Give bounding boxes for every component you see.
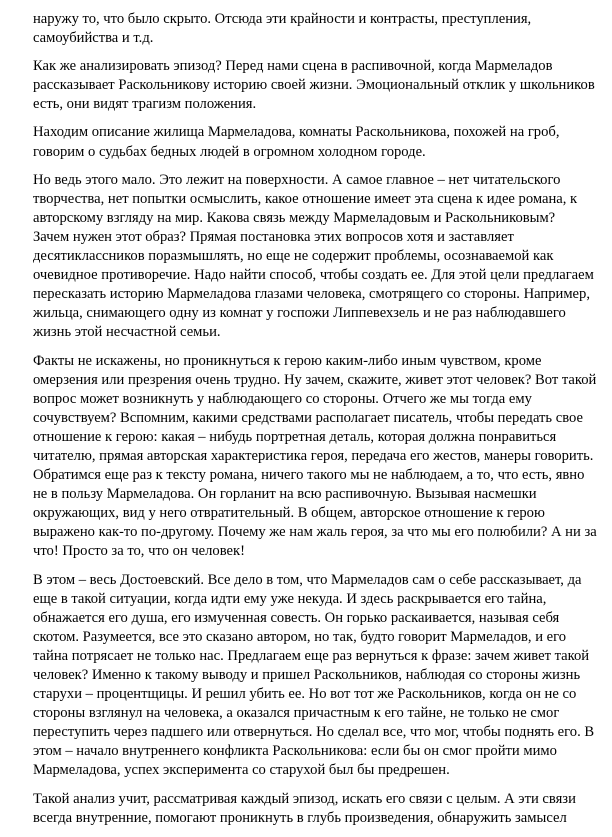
text-line: рассказывает Раскольникову историю своей жизни. Эмоциональный отклик у школьников	[33, 77, 595, 94]
paragraph	[33, 57, 595, 114]
text-line: пересказать историю Мармеладова глазами человека, смотрящего со стороны. Например,	[33, 286, 590, 303]
text-line: выражено как-то по-другому. Почему же нам жаль героя, за что мы его полюбили? А ни за	[33, 524, 597, 541]
text-line: Обратимся еще раз к тексту романа, ничего такого мы не наблюдаем, а то, что есть, явно	[33, 467, 585, 484]
paragraph	[33, 352, 597, 562]
text-line: жизнь этой несчастной семьи.	[33, 324, 221, 341]
text-line: Факты не искажены, но проникнуться к герою каким-либо иным чувством, кроме	[33, 352, 542, 369]
text-line: тайна потрясает не только нас. Предлагаем еще раз вернуться к фразе: зачем живет такой	[33, 647, 590, 664]
text-line: Мармеладова, успех эксперимента со старухой был бы предрешен.	[33, 762, 450, 779]
text-line: Такой анализ учит, рассматривая каждый эпизод, искать его связи с целым. А эти связи	[33, 790, 576, 807]
text-line: окружающих, вид у него отвратительный. В общем, авторское отношение к герою	[33, 505, 545, 522]
text-line: омерзения или презрения очень трудно. Ну зачем, скажите, живет этот человек? Вот такой	[33, 371, 597, 388]
text-line: старухи – процентщицы. И решил убить ее. Но вот тот же Раскольников, когда он не со	[33, 686, 577, 703]
document-body	[33, 10, 597, 837]
text-line: переступить через падшего или отвернуться. Но сделал все, что мог, чтобы поднять его. В	[33, 724, 595, 741]
text-line: сочувствуем? Вспомним, какими средствами располагает писатель, чтобы передать свое	[33, 409, 583, 426]
text-line: самоубийства и т.д.	[33, 30, 154, 47]
text-line: авторскому взгляду на мир. Какова связь между Мармеладовым и Раскольниковым?	[33, 209, 556, 226]
text-line: еще в такой ситуации, когда идти ему уже некуда. И здесь раскрывается его тайна,	[33, 590, 547, 607]
text-line: десятиклассников поразмышлять, но еще не содержит проблемы, осознаваемой как	[33, 248, 554, 265]
text-line: очевидное противоречие. Надо найти способ, чтобы создать ее. Для этой цели предлагаем	[33, 267, 594, 284]
text-line: всегда внутренние, помогают проникнуть в глубь произведения, обнаружить замысел	[33, 809, 567, 826]
text-line: Зачем нужен этот образ? Прямая постановка этих вопросов хотя и заставляет	[33, 228, 514, 245]
paragraph	[33, 790, 585, 828]
text-line: читателю, прямая авторская характеристика героя, передача его жестов, манеры говорить.	[33, 447, 594, 464]
text-line: отношение к герою: какая – нибудь портретная деталь, которая должна понравиться	[33, 428, 557, 445]
text-line: скотом. Разумеется, все это сказано автором, но так, будто говорит Мармеладов, и его	[33, 628, 567, 645]
text-line: наружу то, что было скрыто. Отсюда эти крайности и контрасты, преступления,	[33, 11, 532, 27]
text-line: Как же анализировать эпизод? Перед нами сцена в распивочной, когда Мармеладов	[33, 58, 553, 75]
text-line: творчества, нет попытки осмыслить, какое отношение имеет эта сцена к идее романа, к	[33, 190, 578, 207]
text-line: этом – начало внутреннего конфликта Раскольникова: если бы он смог пройти мимо	[33, 743, 557, 760]
text-line: В этом – весь Достоевский. Все дело в том, что Мармеладов сам о себе рассказывает, да	[33, 571, 582, 588]
text-line: что! Просто за то, что он человек!	[33, 543, 245, 560]
text-line: говорим о судьбах бедных людей в огромном холодном городе.	[33, 143, 426, 160]
paragraph	[33, 10, 585, 48]
text-line: обнажается его душа, его измученная совесть. Он горько раскаивается, называя себя	[33, 609, 560, 626]
paragraph	[33, 571, 595, 781]
text-line: не в пользу Мармеладова. Он горланит на всю распивочную. Вызывая насмешки	[33, 486, 537, 503]
text-line: Но ведь этого мало. Это лежит на поверхности. А самое главное – нет читательского	[33, 171, 561, 188]
text-line: стороны взглянул на человека, а оказался причастным к его тайне, не только не смог	[33, 705, 560, 722]
text-line: есть, они видят трагизм положения.	[33, 96, 257, 113]
text-line: Находим описание жилища Мармеладова, комнаты Раскольникова, похожей на гроб,	[33, 124, 560, 141]
paragraph	[33, 123, 585, 161]
paragraph	[33, 171, 594, 343]
text-line: жильца, снимающего одну из комнат у госпожи Липпевехзель и не раз наблюдавшего	[33, 305, 566, 322]
text-line: человек? Именно к такому выводу и пришел Раскольников, наблюдая со стороны жизнь	[33, 667, 581, 683]
text-line: вопрос может возникнуть у наблюдающего со стороны. Отчего же мы тогда ему	[33, 390, 532, 407]
